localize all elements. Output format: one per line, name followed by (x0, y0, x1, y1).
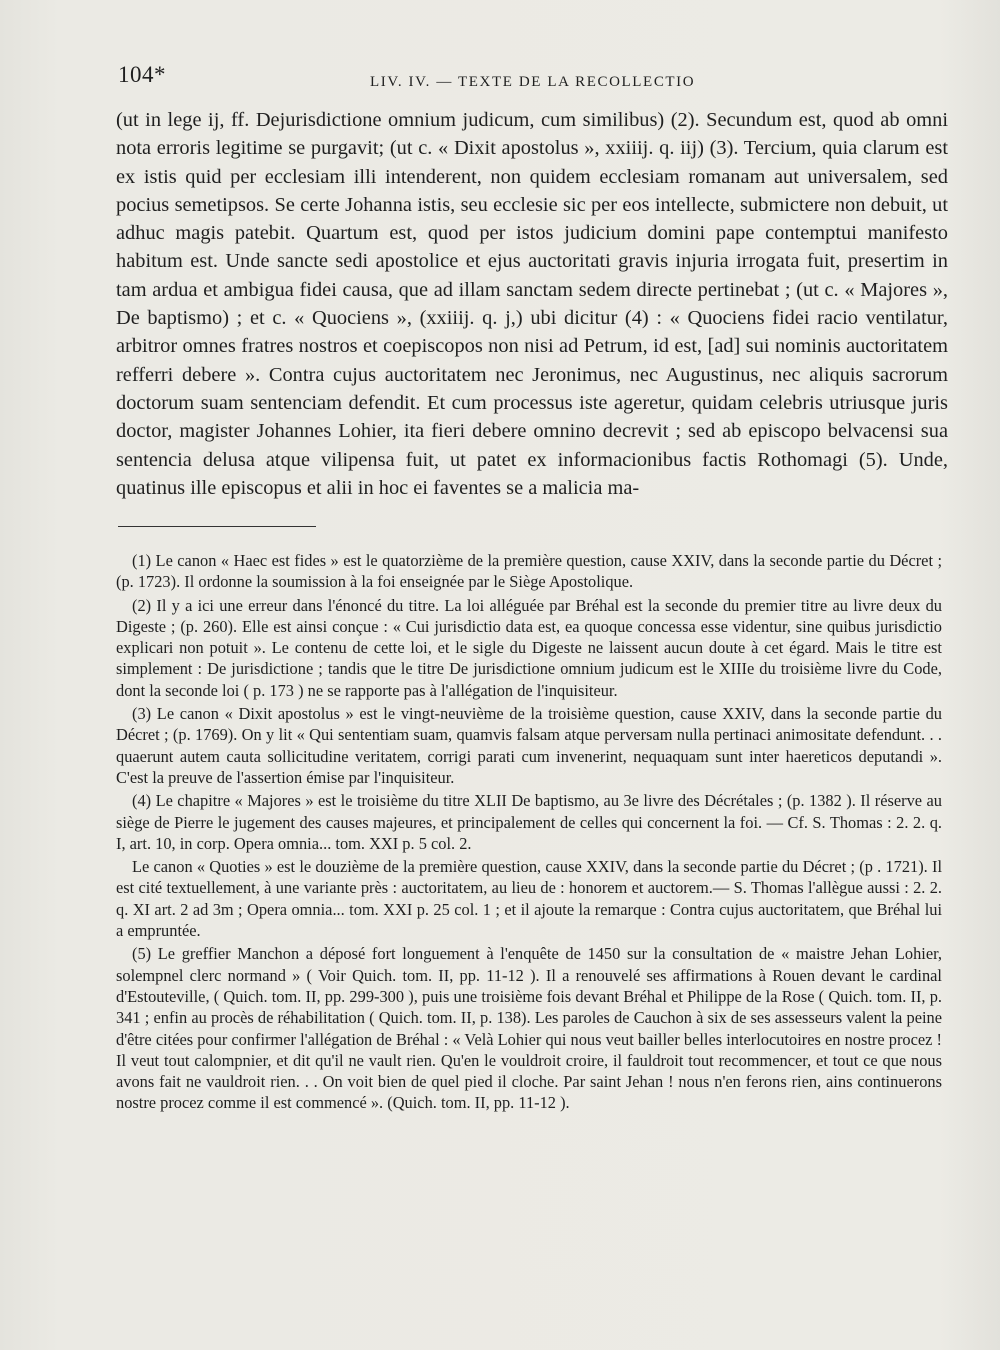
footnote-3: (3) Le canon « Dixit apostolus » est le vingt-neuvième de la troisième question, cause XXIV, dans la seconde partie du Décret ; (p. 1769). On y lit « Qui sententiam suam, quamvis falsam atque perversam nulla pertinaci animositate defendunt. . . quaerunt autem cauta sollicitudine veritatem, corrigi parati cum invenerint, nequaquam sunt inter haereticos deputandi ». C'est la preuve de l'assertion émise par l'inquisiteur. (116, 704, 942, 787)
running-title: LIV. IV. — TEXTE DE LA RECOLLECTIO (370, 74, 696, 90)
page-header (118, 62, 948, 102)
page-number: 104* (118, 62, 166, 87)
footnote-1: (1) Le canon « Haec est fides » est le quatorzième de la première question, cause XXIV, dans la seconde partie du Décret ; (p. 1723). Il ordonne la soumission à la foi enseignée par le Siège Apostolique. (116, 551, 942, 592)
footnote-4-continued: Le canon « Quoties » est le douzième de la première question, cause XXIV, dans la seconde partie du Décret ; (p . 1721). Il est cité textuellement, à une variante près : auctoritatem, au lieu de : honorem et auctorem.— S. Thomas l'allègue aussi : 2. 2. q. XI art. 2 ad 3m ; Opera omnia... tom. XXI p. 25 col. 1 ; et il ajoute la remarque : Contra cujus auctoritatem, que Bréhal lui a empruntée. (116, 857, 942, 941)
footnote-separator (118, 526, 316, 527)
footnote-4: (4) Le chapitre « Majores » est le troisième du titre XLII De baptismo, au 3e livre des Décrétales ; (p. 1382 ). Il réserve au siège de Pierre le jugement des causes majeures, et principalement de celles qui concernent la foi. — Cf. S. Thomas : 2. 2. q. I, art. 10, in corp. Opera omnia... tom. XXI p. 5 col. 2. (116, 791, 942, 853)
main-text: (ut in lege ij, ff. Dejurisdictione omnium judicum, cum similibus) (2). Secundum est, quod ab omni nota erroris legitime se purgavit; (ut c. « Dixit apostolus », xxiiij. q. iij) (3). Tercium, quia clarum est ex istis quid per ecclesiam illi intenderent, non quidem ecclesiam romanam aut universalem, sed pocius semetipsos. Se certe Johanna istis, seu ecclesie sic per eos intellecte, submictere non debuit, ut adhuc magis patebit. Quartum est, quod per istos judicium domini pape contemptui manifesto habitum est. Unde sancte sedi apostolice et ejus auctoritati gravis injuria irrogata fuit, presertim in tam ardua et ambigua fidei causa, que ad illam sanctam sedem directe pertinebat ; (ut c. « Majores », De baptismo) ; et c. « Quociens », (xxiiij. q. j,) ubi dicitur (4) : « Quociens fidei racio ventilatur, arbitror omnes fratres nostros et coepiscopos non nisi ad Petrum, id est, [ad] sui nominis auctoritatem refferri debere ». Contra cujus auctoritatem nec Jeronimus, nec Augustinus, nec aliquis sacrorum doctorum suam sentenciam defendit. Et cum processus iste ageretur, quidam celebris utriusque juris doctor, magister Johannes Lohier, ita fieri debere omnino decrevit ; sed ab episcopo belvacensi sua sentencia delusa atque vilipensa fuit, ut patet ex informacionibus factis Rothomagi (5). Unde, quatinus ille episcopus et alii in hoc ei faventes se a malicia ma- (116, 109, 948, 499)
footnote-2: (2) Il y a ici une erreur dans l'énoncé du titre. La loi alléguée par Bréhal est la seconde du premier titre au livre deux du Digeste ; (p. 260). Elle est ainsi conçue : « Cui jurisdictio data est, ea quoque concessa esse videntur, sine quibus jurisdictio explicari non potuit ». Le contenu de cette loi, et le sigle du Digeste ne laissent aucun doute à cet égard. Mais le titre est simplement : De jurisdictione ; tandis que le titre De jurisdictione omnium judicum est le XIIIe du troisième livre du Code, dont la seconde loi ( p. 173 ) ne se rapporte pas à l'allégation de l'inquisiteur. (116, 595, 942, 700)
footnote-5: (5) Le greffier Manchon a déposé fort longuement à l'enquête de 1450 sur la consultation de « maistre Jehan Lohier, solempnel clerc normand » ( Voir Quich. tom. II, pp. 11-12 ). Il a renouvelé ses affirmations à Rouen devant le cardinal d'Estouteville, ( Quich. tom. II, pp. 299-300 ), puis une troisième fois devant Bréhal et Philippe de la Rose ( Quich. tom. II, p. 341 ; enfin au procès de réhabilitation ( Quich. tom. II, p. 138). Les paroles de Cauchon à six de ses assesseurs valent la peine d'être citées pour confirmer l'allégation de Bréhal : « Velà Lohier qui nous veut bailler belles interlocutoires en nostre procez ! Il veut tout calompnier, et dit qu'il ne vault rien. Qu'en le vouldroit croire, il fauldroit tout recommencer, et tout ce que nous avons fait ne vauldroit rien. . . On voit bien de quel pied il cloche. Par saint Jehan ! nous n'en ferons rien, ains continuerons nostre procez comme il est commencé ». (Quich. tom. II, pp. 11-12 ). (116, 944, 942, 1113)
footnotes (116, 550, 942, 1116)
